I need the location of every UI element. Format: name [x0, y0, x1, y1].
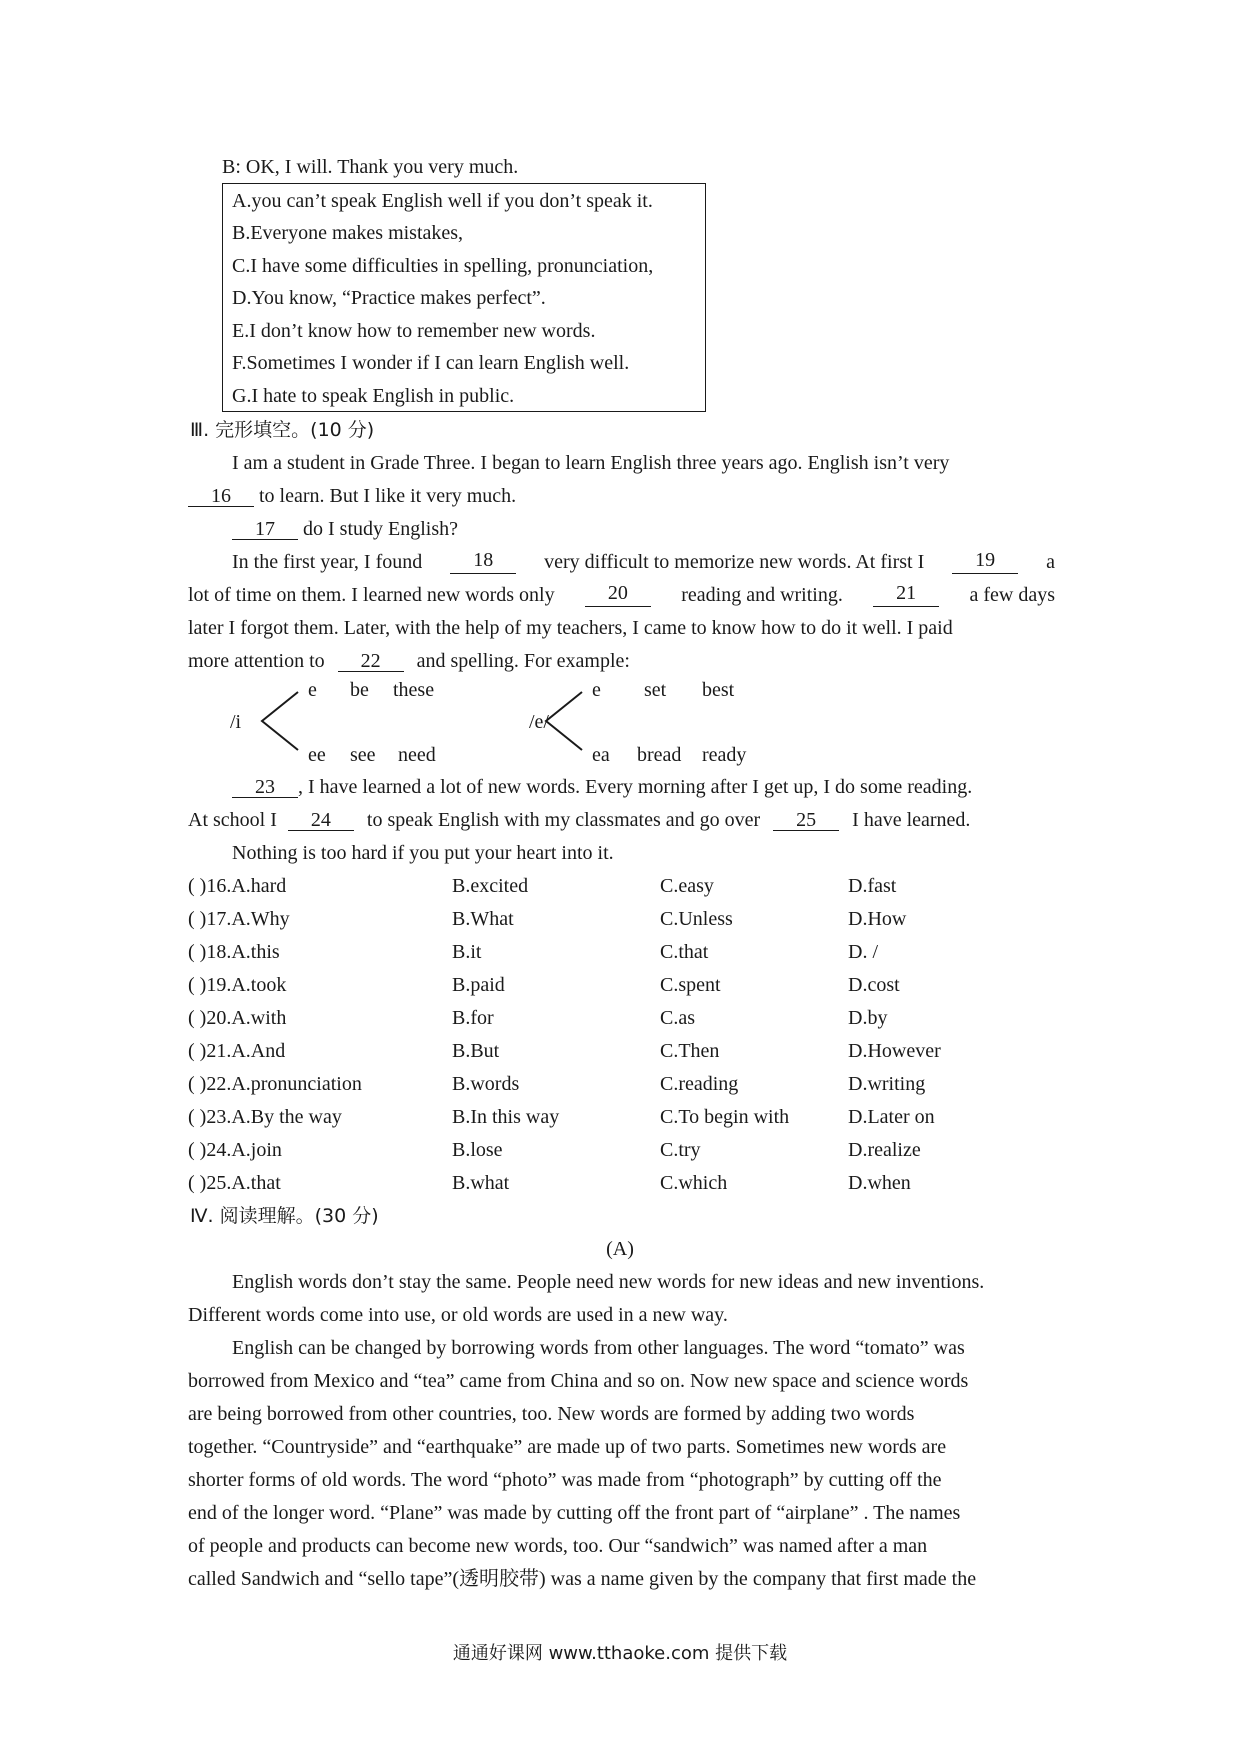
passage-line: [188, 1501, 1055, 1525]
blank-22[interactable]: 22: [338, 651, 404, 672]
phonetic-word: bread: [637, 744, 682, 766]
option-b[interactable]: B.it: [452, 941, 482, 963]
option-c[interactable]: C.easy: [660, 875, 714, 897]
phonetic-word: these: [393, 679, 435, 701]
page-footer: 通通好课网 www.tthaoke.com 提供下载: [452, 1643, 788, 1664]
option-c[interactable]: C.To begin with: [660, 1106, 790, 1128]
cloze-text: and spelling. For example:: [416, 650, 630, 672]
phonetic-word: need: [398, 744, 436, 766]
question-stem: ( )16.A.hard: [188, 875, 287, 897]
cloze-text: to speak English with my classmates and go over: [366, 809, 761, 831]
option-d[interactable]: D.cost: [848, 974, 900, 996]
cloze-line: [188, 808, 970, 832]
question-stem: ( )21.A.And: [188, 1040, 286, 1062]
cloze-line: [188, 484, 516, 508]
option-c[interactable]: C.Then: [660, 1040, 720, 1062]
passage-line: Different words come into use, or old words are used in a new way.: [188, 1304, 728, 1326]
passage-line: [232, 1336, 1055, 1360]
cloze-text: a few days: [969, 584, 1055, 606]
passage-line: [188, 1567, 1055, 1591]
box-option: F.Sometimes I wonder if I can learn English well.: [232, 352, 630, 374]
phonetic-symbol: /e/: [529, 711, 549, 733]
option-d[interactable]: D.Later on: [848, 1106, 935, 1128]
passage-line: [232, 1270, 1055, 1294]
cloze-text: In the first year, I found: [232, 551, 423, 573]
question-stem: ( )19.A.took: [188, 974, 287, 996]
option-d[interactable]: D.by: [848, 1007, 888, 1029]
option-b[interactable]: B.for: [452, 1007, 494, 1029]
option-c[interactable]: C.reading: [660, 1073, 739, 1095]
option-d[interactable]: D.realize: [848, 1139, 921, 1161]
option-d[interactable]: D. /: [848, 941, 878, 963]
option-c[interactable]: C.that: [660, 941, 709, 963]
options-box: [222, 183, 706, 412]
cloze-line: [232, 517, 458, 541]
option-c[interactable]: C.Unless: [660, 908, 733, 930]
cloze-text: , I have learned a lot of new words. Every morning after I get up, I do some reading.: [298, 776, 973, 798]
cloze-text: do I study English?: [303, 518, 458, 540]
option-b[interactable]: B.In this way: [452, 1106, 560, 1128]
phonetic-word: best: [702, 679, 735, 701]
cloze-text: I have learned.: [852, 809, 971, 831]
blank-19[interactable]: 19: [952, 550, 1018, 574]
cloze-text: very difficult to memorize new words. At first I: [544, 551, 925, 573]
box-option: E.I don’t know how to remember new words.: [232, 320, 596, 342]
blank-24[interactable]: 24: [288, 810, 354, 831]
phonetic-word: be: [350, 679, 369, 701]
cloze-line: I am a student in Grade Three. I began to learn English three years ago. English isn’t very: [232, 452, 950, 474]
question-stem: ( )24.A.join: [188, 1139, 282, 1161]
cloze-line: [232, 775, 972, 799]
question-stem: ( )25.A.that: [188, 1172, 281, 1194]
passage-text: shorter forms of old words. The word “photo” was made from “photograph” by cutting off the: [188, 1469, 942, 1491]
blank-20[interactable]: 20: [585, 583, 651, 607]
cloze-text: reading and writing.: [681, 584, 843, 606]
option-b[interactable]: B.words: [452, 1073, 520, 1095]
question-stem: ( )20.A.with: [188, 1007, 287, 1029]
option-d[interactable]: D.fast: [848, 875, 897, 897]
phonetic-word: e: [592, 679, 601, 701]
option-d[interactable]: D.when: [848, 1172, 911, 1194]
box-option: B.Everyone makes mistakes,: [232, 222, 464, 244]
option-c[interactable]: C.which: [660, 1172, 728, 1194]
phonetic-word: ea: [592, 744, 610, 766]
box-option: G.I hate to speak English in public.: [232, 385, 515, 407]
option-d[interactable]: D.However: [848, 1040, 941, 1062]
blank-21[interactable]: 21: [873, 583, 939, 607]
question-stem: ( )23.A.By the way: [188, 1106, 342, 1128]
cloze-line: [232, 550, 1055, 574]
option-d[interactable]: D.How: [848, 908, 907, 930]
phonetic-word: ready: [702, 744, 747, 766]
option-b[interactable]: B.excited: [452, 875, 529, 897]
passage-line: [188, 1435, 1055, 1459]
cloze-text: lot of time on them. I learned new words only: [188, 584, 555, 606]
dialogue-line: B: OK, I will. Thank you very much.: [222, 156, 519, 178]
blank-25[interactable]: 25: [773, 810, 839, 831]
question-stem: ( )17.A.Why: [188, 908, 290, 930]
option-c[interactable]: C.as: [660, 1007, 695, 1029]
option-b[interactable]: B.lose: [452, 1139, 503, 1161]
passage-text: together. “Countryside” and “earthquake” are made up of two parts. Sometimes new words are: [188, 1436, 947, 1458]
cloze-text: to learn. But I like it very much.: [259, 485, 517, 507]
box-option: C.I have some difficulties in spelling, pronunciation,: [232, 255, 654, 277]
passage-text: borrowed from Mexico and “tea” came from China and so on. Now new space and science words: [188, 1370, 969, 1392]
cloze-line: [188, 583, 1055, 607]
passage-text: called Sandwich and “sello tape”(透明胶带) was a name given by the company that first made the: [188, 1568, 977, 1590]
cloze-text: later I forgot them. Later, with the help of my teachers, I came to know how to do it well. I paid: [188, 617, 953, 639]
blank-16[interactable]: 16: [188, 486, 254, 507]
passage-line: [188, 1402, 1055, 1426]
cloze-text: At school I: [188, 809, 277, 831]
blank-17[interactable]: 17: [232, 519, 298, 540]
option-c[interactable]: C.spent: [660, 974, 721, 996]
cloze-text: a: [1046, 551, 1055, 573]
cloze-line: [188, 649, 630, 673]
option-b[interactable]: B.But: [452, 1040, 500, 1062]
option-b[interactable]: B.paid: [452, 974, 505, 996]
passage-text: are being borrowed from other countries, too. New words are formed by adding two words: [188, 1403, 915, 1425]
phonetic-word: see: [350, 744, 376, 766]
passage-label: (A): [606, 1238, 634, 1260]
question-stem: ( )22.A.pronunciation: [188, 1073, 362, 1095]
cloze-line: Nothing is too hard if you put your heart into it.: [232, 842, 614, 864]
cloze-text: more attention to: [188, 650, 325, 672]
box-option: D.You know, “Practice makes perfect”.: [232, 287, 546, 309]
passage-text: English words don’t stay the same. People need new words for new ideas and new inventions.: [232, 1271, 985, 1293]
blank-23[interactable]: 23: [232, 777, 298, 798]
passage-line: [188, 1468, 1055, 1492]
phonetic-symbol: /i: [230, 711, 242, 733]
option-d[interactable]: D.writing: [848, 1073, 926, 1095]
section-heading: Ⅲ. 完形填空。(10 分): [190, 419, 375, 441]
phonetic-word: set: [644, 679, 667, 701]
passage-text: English can be changed by borrowing words from other languages. The word “tomato” was: [232, 1337, 965, 1359]
section-heading: Ⅳ. 阅读理解。(30 分): [190, 1205, 379, 1227]
question-stem: ( )18.A.this: [188, 941, 280, 963]
option-c[interactable]: C.try: [660, 1139, 701, 1161]
blank-18[interactable]: 18: [450, 550, 516, 574]
passage-text: end of the longer word. “Plane” was made by cutting off the front part of “airplane” . The names: [188, 1502, 961, 1524]
phonetic-word: ee: [308, 744, 326, 766]
option-b[interactable]: B.what: [452, 1172, 510, 1194]
passage-line: [188, 1534, 1055, 1558]
passage-line: [188, 1369, 1055, 1393]
cloze-line: [188, 616, 1055, 640]
bracket-lines: [0, 678, 1240, 778]
passage-text: of people and products can become new words, too. Our “sandwich” was named after a man: [188, 1535, 928, 1557]
option-b[interactable]: B.What: [452, 908, 514, 930]
phonetic-word: e: [308, 679, 317, 701]
box-option: A.you can’t speak English well if you don’t speak it.: [232, 190, 653, 212]
